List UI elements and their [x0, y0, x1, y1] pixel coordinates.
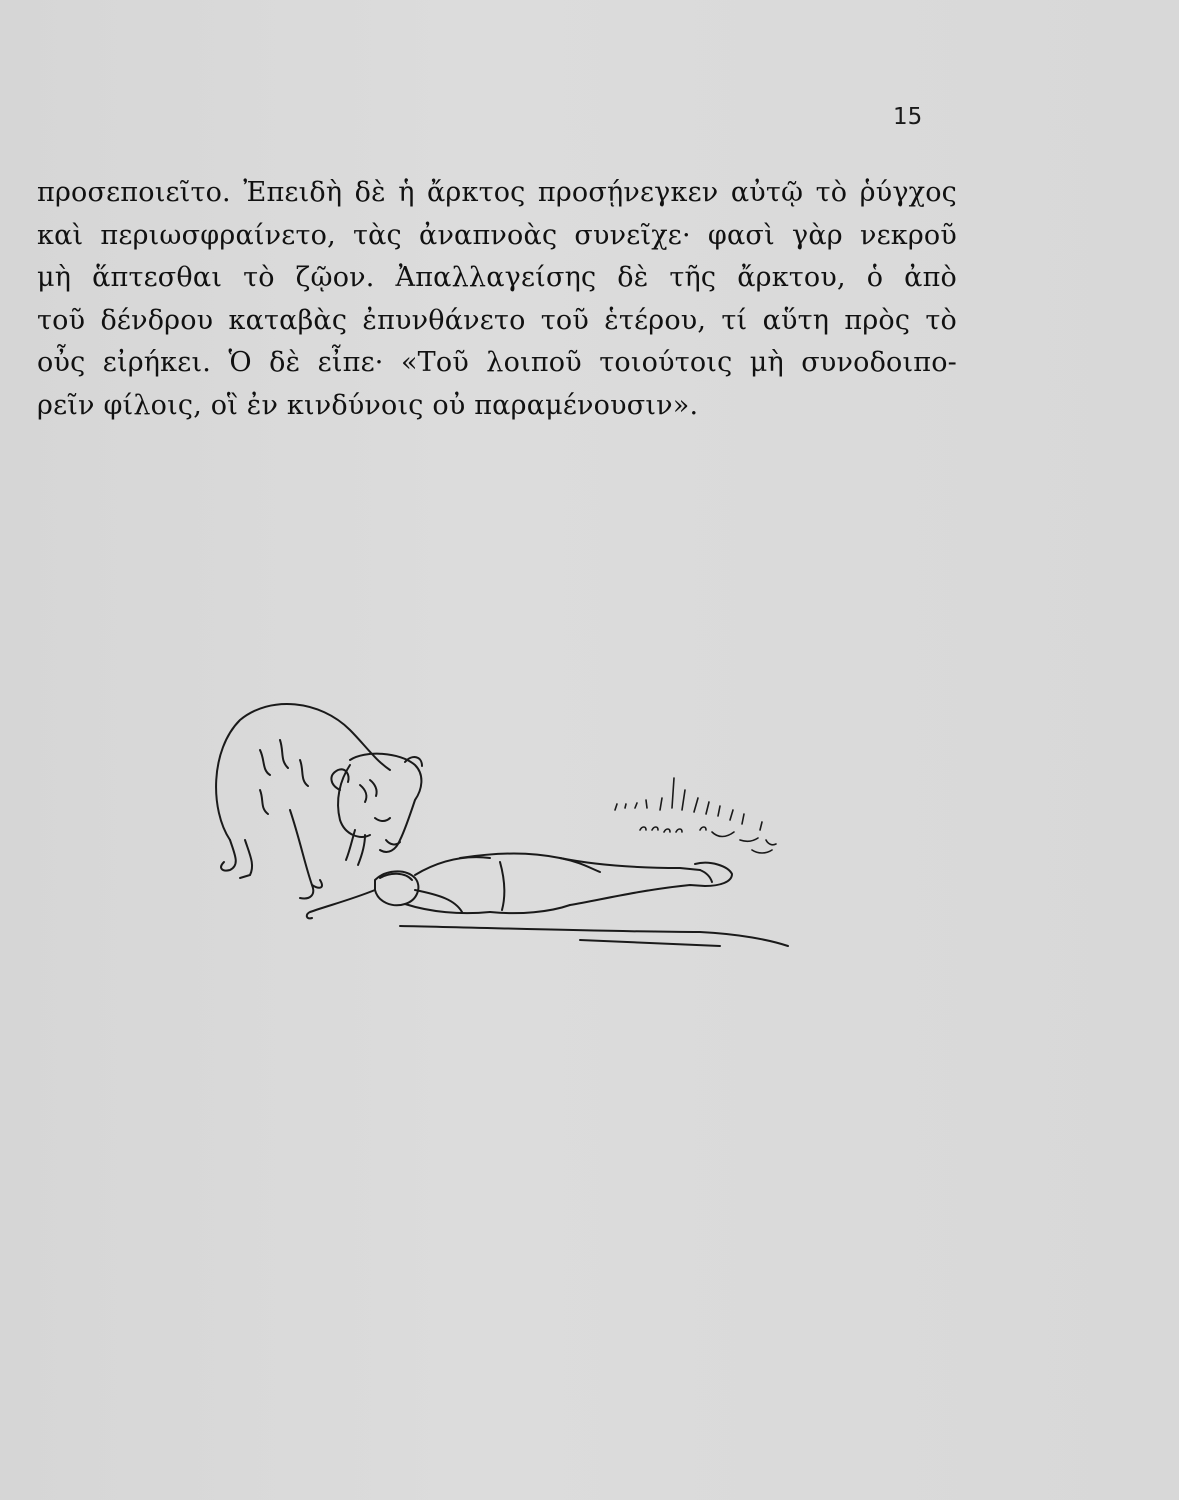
text-line: οὖς εἰρήκει. Ὁ δὲ εἶπε· «Τοῦ λοιποῦ τοιούτοις μὴ συνοδοιπο- [37, 347, 957, 378]
text-line: μὴ ἅπτεσθαι τὸ ζῷον. Ἀπαλλαγείσης δὲ τῆς ἄρκτου, ὁ ἀπὸ [37, 262, 957, 293]
text-line: τοῦ δένδρου καταβὰς ἐπυνθάνετο τοῦ ἑτέρου, τί αὕτη πρὸς τὸ [37, 304, 957, 336]
lying-man-drawing [307, 854, 788, 947]
grass-drawing [615, 778, 776, 853]
bear-drawing [216, 704, 422, 898]
body-text [37, 172, 957, 427]
bear-and-man-illustration [200, 690, 800, 960]
text-line: ρεῖν φίλοις, οἳ ἐν κινδύνοις οὐ παραμένουσιν». [37, 389, 699, 421]
page-number: 15 [893, 104, 923, 130]
text-line: καὶ περιωσφραίνετο, τὰς ἀναπνοὰς συνεῖχε· φασὶ γὰρ νεκροῦ [37, 219, 957, 251]
text-line: προσεποιεῖτο. Ἐπειδὴ δὲ ἡ ἄρκτος προσῄνεγκεν αὐτῷ τὸ ῥύγχος [37, 177, 957, 208]
